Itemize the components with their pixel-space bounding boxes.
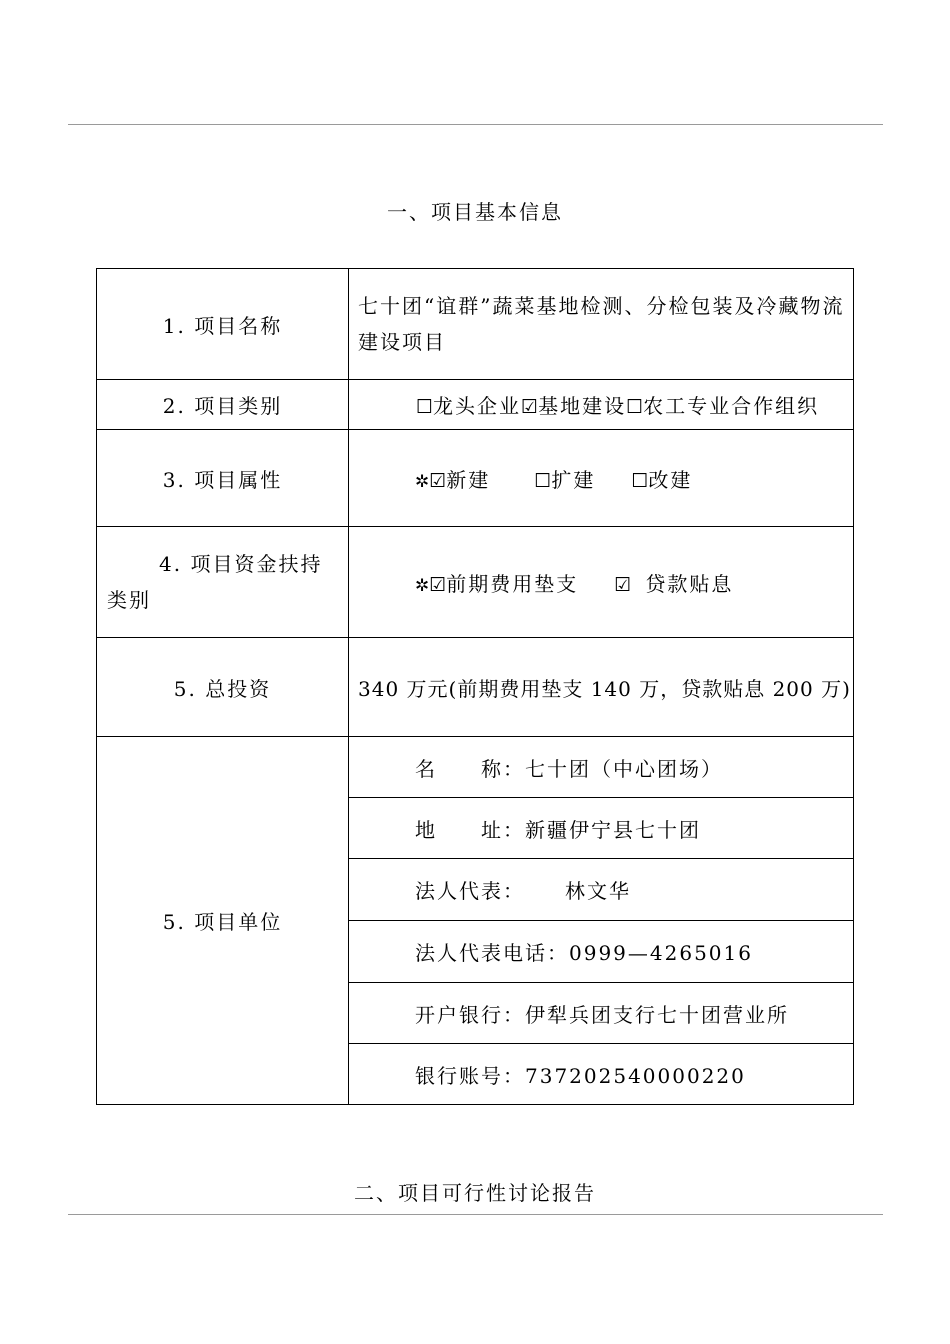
option-label: 新建 [446,467,491,492]
project-category-label: 2. 项目类别 [162,394,283,418]
label-cell [97,269,349,380]
option-label: 基地建设 [538,394,627,418]
legal-rep-cell [349,859,854,921]
header-rule [68,124,883,125]
field-value: 新疆伊宁县七十团 [525,817,701,842]
label-cell [97,638,349,737]
ballot-box-check-icon[interactable]: ☑ [429,573,447,596]
field-value: 0999—4265016 [569,941,753,965]
value-cell [349,269,854,380]
bank-account-cell [349,1044,854,1105]
field-value: 737202540000220 [525,1063,746,1088]
field-value: 伊犁兵团支行七十团营业所 [525,1002,789,1027]
field-key: 地 址： [415,817,525,842]
ballot-box-icon[interactable]: ☐ [631,469,649,492]
label-cell [97,430,349,527]
table-row [97,527,854,638]
option-label: 扩建 [551,467,596,492]
option-label: 前期费用垫支 [446,571,579,596]
label-cell [97,380,349,430]
value-cell [349,430,854,527]
label-cell [97,527,349,638]
field-key: 名 称： [415,756,525,781]
value-cell [349,380,854,430]
project-unit-label: 5. 项目单位 [162,910,283,934]
table-row [97,638,854,737]
option-label: 农工专业合作组织 [643,394,820,418]
table-row [97,430,854,527]
field-key: 银行账号： [415,1063,525,1088]
option-label: 龙头企业 [433,394,522,418]
gear-icon: ✲ [415,471,430,492]
ballot-box-check-icon[interactable]: ☑ [429,469,447,492]
legal-rep-phone-cell [349,921,854,983]
total-investment-value: 340 万元(前期费用垫支 140 万，贷款贴息 200 万) [358,676,851,701]
gear-icon: ✲ [415,575,430,596]
field-key: 法人代表： [415,879,525,903]
unit-name-cell [349,737,854,798]
field-key: 法人代表电话： [415,941,569,965]
funding-type-label: 4. 项目资金扶持 类别 [107,552,323,612]
option-label: 改建 [648,467,693,492]
option-label: 贷款贴息 [645,571,734,596]
total-investment-label: 5. 总投资 [173,676,272,701]
project-name-label: 1. 项目名称 [162,313,283,338]
ballot-box-icon[interactable]: ☐ [416,396,434,418]
value-cell [349,638,854,737]
ballot-box-check-icon[interactable]: ☑ [521,396,539,418]
section-title-feasibility: 二、项目可行性讨论报告 [354,1181,596,1205]
project-info-table [96,268,854,1105]
ballot-box-icon[interactable]: ☐ [626,396,644,418]
section-title-basic-info: 一、项目基本信息 [387,200,563,224]
unit-address-cell [349,798,854,859]
value-cell [349,527,854,638]
field-value: 林文华 [565,879,631,903]
project-attribute-label: 3. 项目属性 [162,467,283,492]
table-row [97,269,854,380]
footer-rule [68,1214,883,1215]
field-value: 七十团（中心团场） [525,756,723,781]
ballot-box-check-icon[interactable]: ☑ [614,573,632,596]
table-row [97,737,854,798]
bank-cell [349,983,854,1044]
table-row [97,380,854,430]
project-name-value: 七十团“谊群”蔬菜基地检测、分检包装及冷藏物流建设项目 [358,294,845,354]
label-cell [97,737,349,1105]
field-key: 开户银行： [415,1002,525,1027]
ballot-box-icon[interactable]: ☐ [534,469,552,492]
